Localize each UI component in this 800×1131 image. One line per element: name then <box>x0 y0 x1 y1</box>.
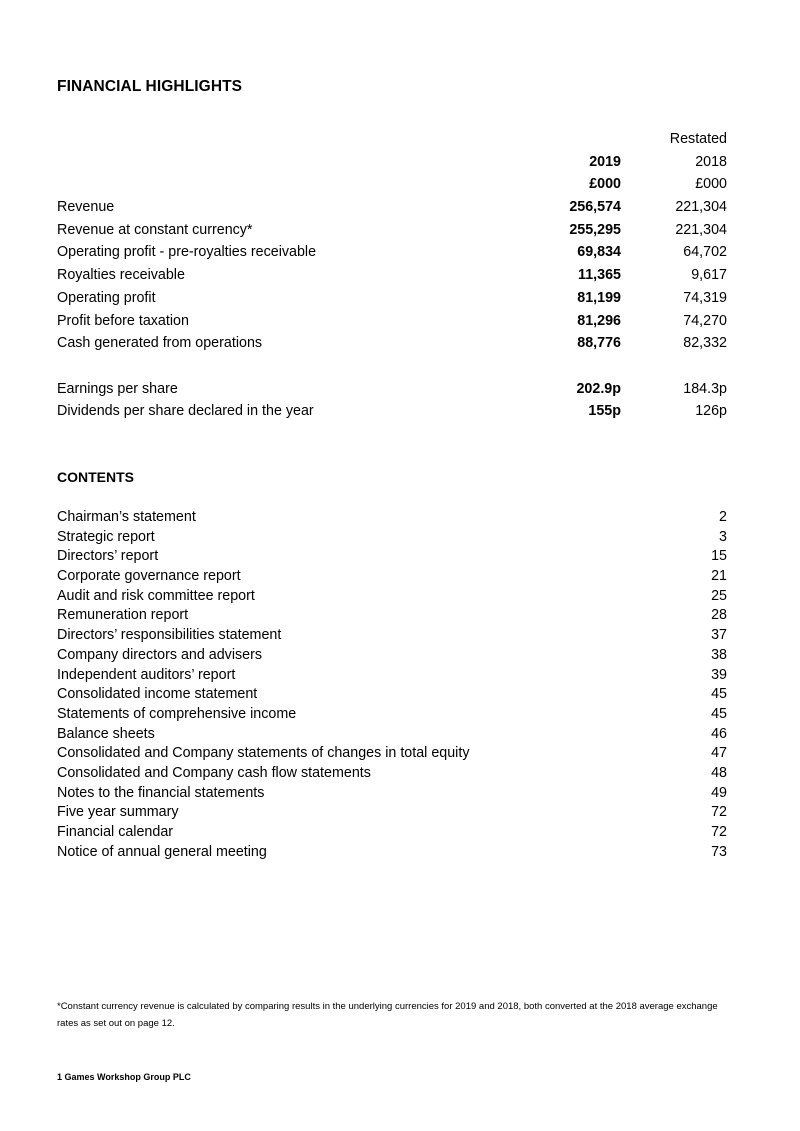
toc-label: Statements of comprehensive income <box>57 705 297 722</box>
toc-page-number: 3 <box>719 528 727 545</box>
value-2019: 11,365 <box>578 267 621 284</box>
value-2018: 64,702 <box>683 244 727 261</box>
toc-label: Five year summary <box>57 804 179 821</box>
toc-item[interactable] <box>57 843 727 863</box>
value-2019: 256,574 <box>569 199 621 216</box>
toc-item[interactable] <box>57 606 727 626</box>
row-label: Royalties receivable <box>57 267 185 284</box>
toc-item[interactable] <box>57 705 727 725</box>
toc-page-number: 37 <box>711 627 727 644</box>
toc-page-number: 72 <box>711 824 727 840</box>
toc-item[interactable] <box>57 764 727 784</box>
year-current: 2019 <box>589 153 621 170</box>
toc-label: Balance sheets <box>57 725 155 742</box>
toc-page-number: 38 <box>711 646 727 663</box>
year-prior: 2018 <box>695 153 727 170</box>
value-2018: 221,304 <box>675 199 727 216</box>
spacer <box>57 355 727 378</box>
row-label: Operating profit - pre-royalties receivable <box>57 244 317 261</box>
toc-label: Independent auditors’ report <box>57 666 236 683</box>
toc-item[interactable] <box>57 744 727 764</box>
toc-page-number: 45 <box>711 686 727 703</box>
value-2019: 88,776 <box>577 335 621 352</box>
toc-label: Chairman’s statement <box>57 509 196 525</box>
toc-label: Strategic report <box>57 528 155 545</box>
row-label: Earnings per share <box>57 380 178 397</box>
toc-page-number: 45 <box>711 705 727 722</box>
page-footer: 1 Games Workshop Group PLC <box>57 1072 191 1082</box>
toc-item[interactable] <box>57 547 727 567</box>
value-2018: 74,270 <box>683 312 727 329</box>
table-row <box>57 196 727 219</box>
toc-item[interactable] <box>57 626 727 646</box>
value-2019: 155p <box>588 403 621 420</box>
value-2018: 82,332 <box>683 335 727 352</box>
table-row <box>57 241 727 264</box>
value-2018: 126p <box>695 403 727 420</box>
toc-item[interactable] <box>57 646 727 666</box>
value-2019: 255,295 <box>569 221 621 238</box>
toc-page-number: 21 <box>711 568 727 585</box>
toc-page-number: 48 <box>711 764 727 781</box>
toc-label: Notice of annual general meeting <box>57 843 267 860</box>
toc-label: Directors’ report <box>57 548 159 565</box>
toc-page-number: 49 <box>711 784 727 801</box>
value-2019: 202.9p <box>576 380 621 397</box>
row-label: Revenue <box>57 199 115 216</box>
value-2018: 184.3p <box>683 380 727 397</box>
value-2018: 221,304 <box>675 221 727 238</box>
toc-item[interactable] <box>57 685 727 705</box>
toc-page-number: 72 <box>711 804 727 821</box>
value-2018: 74,319 <box>683 289 727 306</box>
unit-prior: £000 <box>695 176 727 193</box>
row-label: Cash generated from operations <box>57 335 263 352</box>
row-label: Profit before taxation <box>57 312 189 329</box>
financial-highlights-table <box>57 128 727 423</box>
toc-item[interactable] <box>57 823 727 843</box>
footnote: *Constant currency revenue is calculated by comparing results in the underlying currencies for 2019 and 2018, both converted at the 2018 average exchange rates as set out on page 12. <box>57 1001 718 1029</box>
toc-label: Consolidated and Company statements of changes in total equity <box>57 745 470 762</box>
toc-item[interactable] <box>57 803 727 823</box>
row-label: Revenue at constant currency* <box>57 221 253 238</box>
table-row <box>57 332 727 355</box>
toc-item[interactable] <box>57 567 727 587</box>
table-of-contents <box>57 508 727 862</box>
value-2019: 81,296 <box>577 312 621 329</box>
header-row-restated <box>57 128 727 151</box>
toc-item[interactable] <box>57 508 727 528</box>
toc-page-number: 47 <box>711 745 727 762</box>
row-label: Operating profit <box>57 289 156 306</box>
toc-page-number: 46 <box>711 725 727 742</box>
row-label: Dividends per share declared in the year <box>57 403 314 420</box>
toc-label: Remuneration report <box>57 607 189 624</box>
table-row <box>57 264 727 287</box>
toc-page-number: 28 <box>711 607 727 624</box>
toc-label: Audit and risk committee report <box>57 587 255 604</box>
toc-label: Company directors and advisers <box>57 646 263 663</box>
toc-label: Notes to the financial statements <box>57 784 265 801</box>
toc-label: Directors’ responsibilities statement <box>57 627 282 644</box>
value-2019: 69,834 <box>577 244 621 261</box>
toc-label: Consolidated income statement <box>57 686 258 703</box>
toc-label: Corporate governance report <box>57 568 241 585</box>
header-row-units <box>57 173 727 196</box>
header-row-years <box>57 151 727 174</box>
toc-item[interactable] <box>57 528 727 548</box>
toc-item[interactable] <box>57 587 727 607</box>
value-2019: 81,199 <box>577 289 621 306</box>
restated-label: Restated <box>669 131 727 147</box>
table-row <box>57 378 727 401</box>
table-row <box>57 287 727 310</box>
contents-heading: CONTENTS <box>57 469 134 485</box>
value-2018: 9,617 <box>691 267 727 284</box>
toc-label: Financial calendar <box>57 824 174 840</box>
table-row <box>57 310 727 333</box>
page-title: FINANCIAL HIGHLIGHTS <box>57 78 243 95</box>
toc-page-number: 15 <box>711 548 727 565</box>
toc-page-number: 2 <box>719 509 727 525</box>
toc-item[interactable] <box>57 666 727 686</box>
toc-page-number: 25 <box>711 587 727 604</box>
toc-page-number: 39 <box>711 666 727 683</box>
toc-item[interactable] <box>57 725 727 745</box>
toc-page-number: 73 <box>711 843 727 860</box>
table-row <box>57 400 727 423</box>
unit-current: £000 <box>589 176 621 193</box>
toc-label: Consolidated and Company cash flow statements <box>57 764 371 781</box>
toc-item[interactable] <box>57 784 727 804</box>
table-row <box>57 219 727 242</box>
